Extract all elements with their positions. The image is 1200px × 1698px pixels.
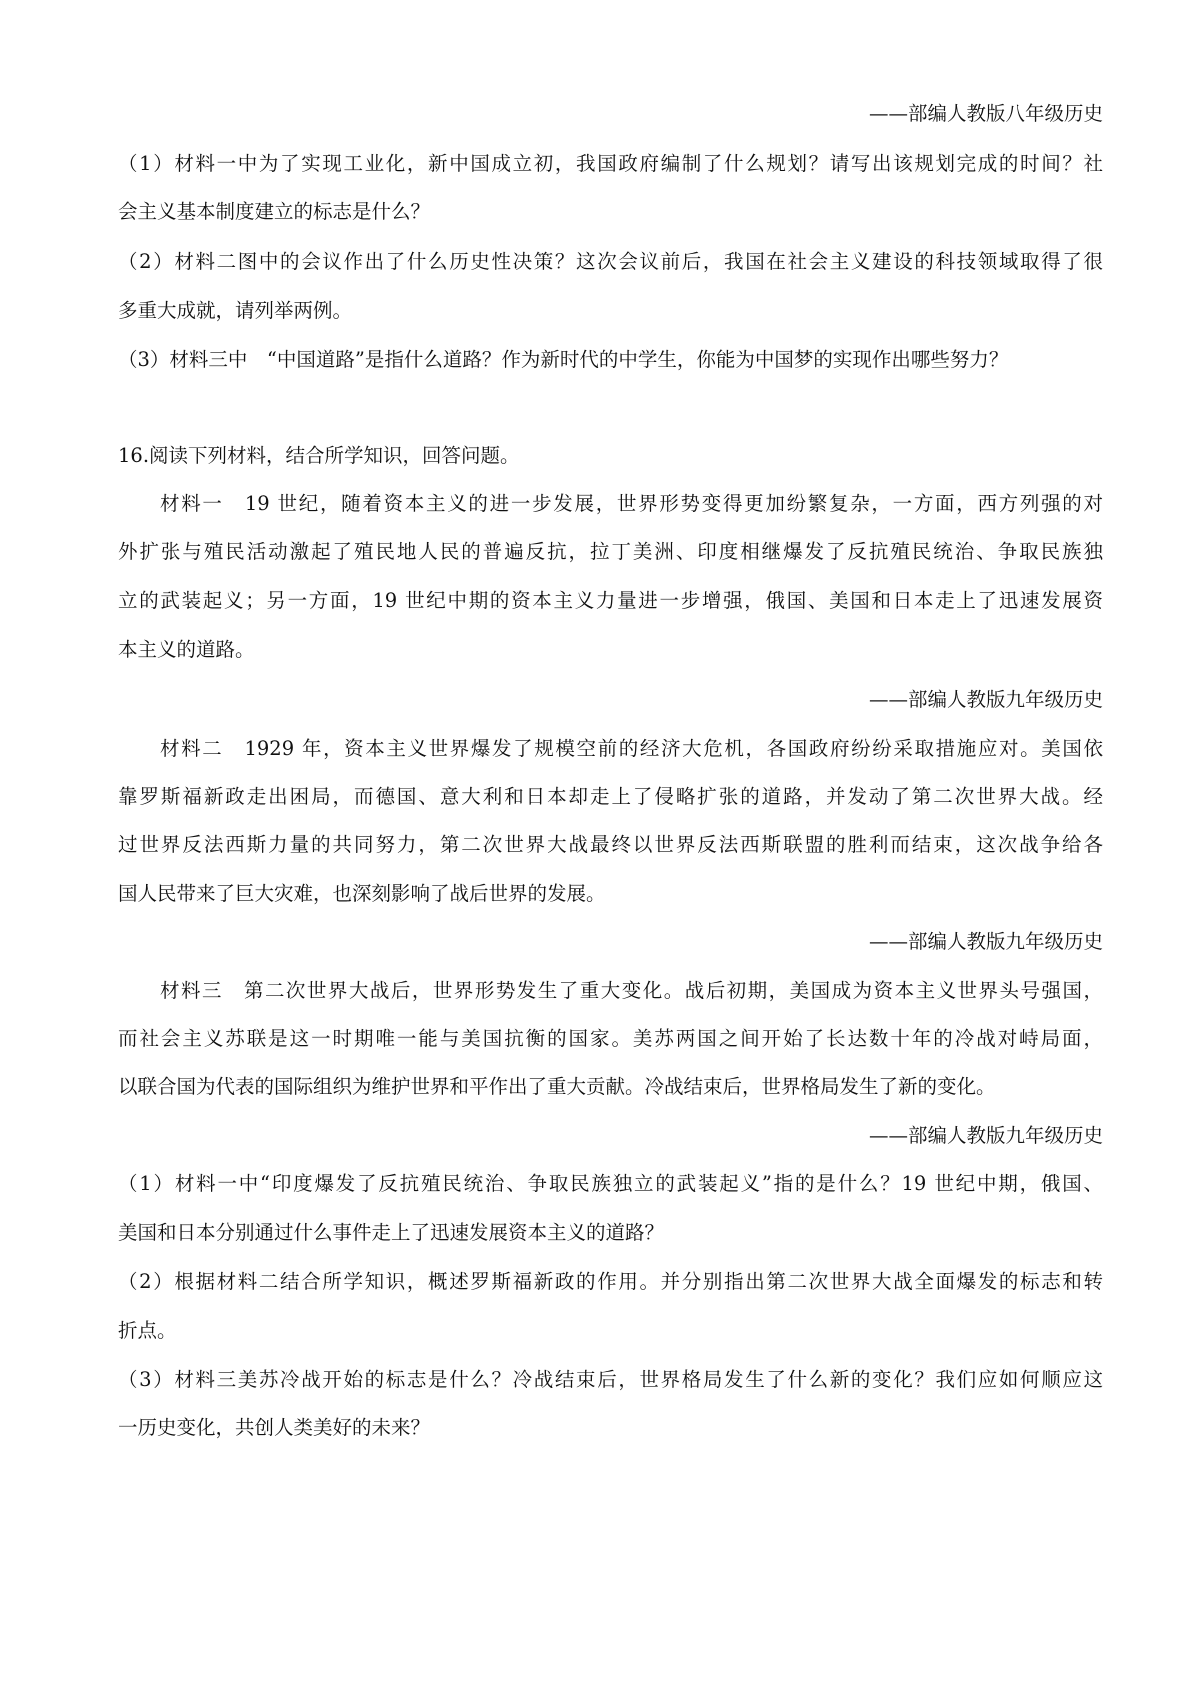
material-3-line: 以联合国为代表的国际组织为维护世界和平作出了重大贡献。冷战结束后，世界格局发生了新的变化。 — [118, 1075, 996, 1098]
sub-question-3: （3）材料三中 “中国道路”是指什么道路？作为新时代的中学生，你能为中国梦的实现作出哪些努力？ — [118, 348, 1009, 371]
sub-question-3: （3）材料三美苏冷战开始的标志是什么？冷战结束后，世界格局发生了什么新的变化？我们应如何顺应这 — [118, 1368, 1103, 1391]
sub-question-2: （2）材料二图中的会议作出了什么历史性决策？这次会议前后，我国在社会主义建设的科技领域取得了很 — [118, 250, 1103, 273]
source-attribution: ——部编人教版八年级历史 — [868, 102, 1103, 125]
question-16-title: 16.阅读下列材料，结合所学知识，回答问题。 — [118, 444, 520, 467]
source-attribution: ——部编人教版九年级历史 — [868, 930, 1103, 953]
sub-question-1-continued: 会主义基本制度建立的标志是什么？ — [118, 200, 431, 223]
material-3-line: 材料三 第二次世界大战后，世界形势发生了重大变化。战后初期，美国成为资本主义世界头号强国， — [160, 979, 1103, 1002]
material-2-line: 过世界反法西斯力量的共同努力，第二次世界大战最终以世界反法西斯联盟的胜利而结束，这次战争给各 — [118, 833, 1103, 856]
material-1-line: 材料一 19 世纪，随着资本主义的进一步发展，世界形势变得更加纷繁复杂，一方面，西方列强的对 — [160, 492, 1103, 515]
material-2-line: 材料二 1929 年，资本主义世界爆发了规模空前的经济大危机，各国政府纷纷采取措施应对。美国依 — [160, 737, 1103, 760]
sub-question-2-continued: 折点。 — [118, 1319, 177, 1342]
material-2-line: 靠罗斯福新政走出困局，而德国、意大利和日本却走上了侵略扩张的道路，并发动了第二次世界大战。经 — [118, 785, 1103, 808]
sub-question-1: （1）材料一中“印度爆发了反抗殖民统治、争取民族独立的武装起义”指的是什么？19 世纪中期，俄国、 — [118, 1172, 1103, 1195]
material-1-line: 本主义的道路。 — [118, 638, 255, 661]
sub-question-3-continued: 一历史变化，共创人类美好的未来？ — [118, 1416, 431, 1439]
material-1-line: 立的武装起义；另一方面，19 世纪中期的资本主义力量进一步增强，俄国、美国和日本走上了迅速发展资 — [118, 589, 1103, 612]
sub-question-2: （2）根据材料二结合所学知识，概述罗斯福新政的作用。并分别指出第二次世界大战全面爆发的标志和转 — [118, 1270, 1103, 1293]
material-1-line: 外扩张与殖民活动激起了殖民地人民的普遍反抗，拉丁美洲、印度相继爆发了反抗殖民统治、争取民族独 — [118, 540, 1103, 563]
source-attribution: ——部编人教版九年级历史 — [868, 688, 1103, 711]
material-3-line: 而社会主义苏联是这一时期唯一能与美国抗衡的国家。美苏两国之间开始了长达数十年的冷战对峙局面， — [118, 1027, 1103, 1050]
material-2-line: 国人民带来了巨大灾难，也深刻影响了战后世界的发展。 — [118, 882, 606, 905]
source-attribution: ——部编人教版九年级历史 — [868, 1124, 1103, 1147]
sub-question-2-continued: 多重大成就，请列举两例。 — [118, 299, 353, 322]
sub-question-1-continued: 美国和日本分别通过什么事件走上了迅速发展资本主义的道路？ — [118, 1221, 665, 1244]
sub-question-1: （1）材料一中为了实现工业化，新中国成立初，我国政府编制了什么规划？请写出该规划完成的时间？社 — [118, 152, 1103, 175]
